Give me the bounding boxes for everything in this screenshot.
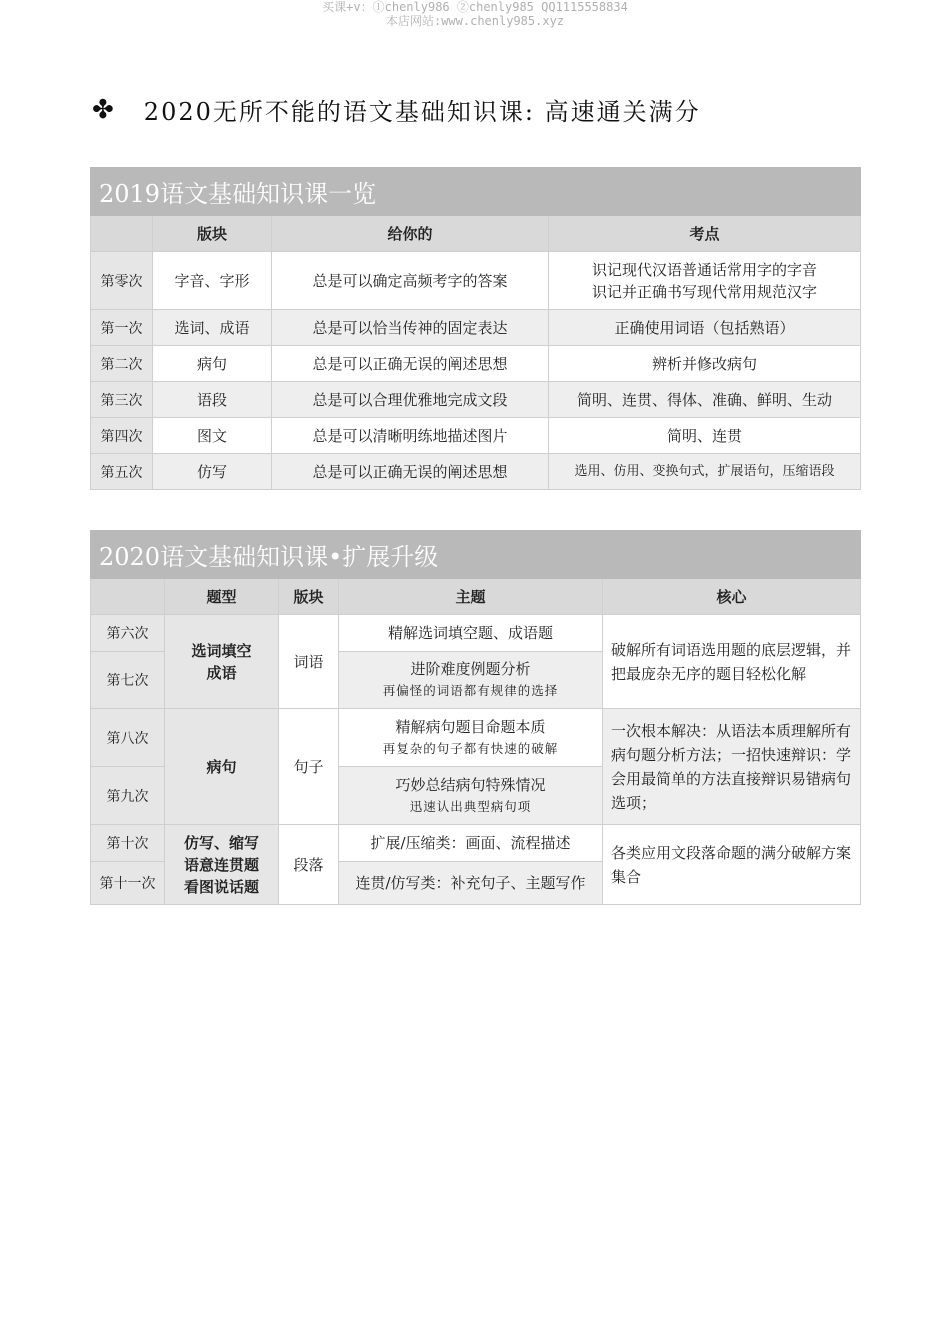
give-cell: 总是可以正确无误的阐述思想: [272, 346, 549, 382]
type-line: 语意连贯题: [183, 855, 259, 874]
topic-cell: [339, 709, 603, 767]
table-row: [91, 825, 861, 862]
table2-header-type: 题型: [165, 579, 279, 615]
row-label: 第十一次: [91, 862, 165, 905]
course-upgrade-2020-table: [90, 530, 861, 905]
clover-icon: ✤: [92, 94, 116, 125]
give-cell: 总是可以恰当传神的固定表达: [272, 310, 549, 346]
type-line: 成语: [206, 663, 237, 682]
table-row: [91, 382, 861, 418]
block-cell: 字音、字形: [153, 252, 272, 310]
watermark: [0, 0, 950, 28]
watermark-line-2: 本店网站:www.chenly985.xyz: [385, 14, 565, 28]
watermark-line-1: 买课+v：①chenly986 ②chenly985 QQ1115558834: [322, 0, 628, 14]
block-cell: 词语: [279, 615, 339, 709]
topic-main: 精解病句题目命题本质: [395, 717, 546, 736]
point-cell: 简明、连贯、得体、准确、鲜明、生动: [549, 382, 861, 418]
block-cell: 选词、成语: [153, 310, 272, 346]
topic-cell: 扩展/压缩类：画面、流程描述: [339, 825, 603, 862]
topic-main: 巧妙总结病句特殊情况: [395, 775, 546, 794]
give-cell: 总是可以清晰明练地描述图片: [272, 418, 549, 454]
table2-header-core: 核心: [603, 579, 861, 615]
page-title-text: 2020无所不能的语文基础知识课: 高速通关满分: [143, 98, 701, 126]
core-cell: 一次根本解决：从语法本质理解所有病句题分析方法；一招快速辩识：学会用最简单的方法直接辩识易错病句选项；: [603, 709, 861, 825]
topic-sub: 再复杂的句子都有快速的破解: [382, 740, 559, 756]
page-title: [92, 92, 701, 127]
type-line: 看图说话题: [183, 877, 259, 896]
row-label: 第十次: [91, 825, 165, 862]
row-label: 第九次: [91, 767, 165, 825]
block-cell: 图文: [153, 418, 272, 454]
point-cell: 选用、仿用、变换句式，扩展语句，压缩语段: [549, 454, 861, 490]
table-row: [91, 615, 861, 652]
table2-banner: 2020语文基础知识课•扩展升级: [91, 531, 861, 579]
row-label: 第零次: [91, 252, 153, 310]
core-cell: 破解所有词语选用题的底层逻辑，并把最庞杂无序的题目轻松化解: [603, 615, 861, 709]
core-cell: 各类应用文段落命题的满分破解方案集合: [603, 825, 861, 905]
course-overview-2019-table: [90, 167, 861, 490]
give-cell: 总是可以正确无误的阐述思想: [272, 454, 549, 490]
type-cell: [165, 615, 279, 709]
topic-cell: [339, 767, 603, 825]
row-label: 第二次: [91, 346, 153, 382]
table2-header-empty: [91, 579, 165, 615]
table-row: [91, 418, 861, 454]
table1-header-block: 版块: [153, 216, 272, 252]
row-label: 第六次: [91, 615, 165, 652]
table2-header-topic: 主题: [339, 579, 603, 615]
type-line: 选词填空: [191, 641, 252, 660]
point-cell: 正确使用词语（包括熟语）: [549, 310, 861, 346]
block-cell: 句子: [279, 709, 339, 825]
row-label: 第三次: [91, 382, 153, 418]
topic-cell: 连贯/仿写类：补充句子、主题写作: [339, 862, 603, 905]
point-line: 识记现代汉语普通话常用字的字音: [592, 260, 818, 279]
table-row: [91, 454, 861, 490]
table1-header-point: 考点: [549, 216, 861, 252]
topic-sub: 迅速认出典型病句项: [409, 798, 532, 814]
point-cell: 简明、连贯: [549, 418, 861, 454]
topic-main: 进阶难度例题分析: [410, 660, 531, 678]
topic-sub: 再偏怪的词语都有规律的选择: [382, 683, 559, 698]
table-row: [91, 252, 861, 310]
table1-header-empty: [91, 216, 153, 252]
block-cell: 仿写: [153, 454, 272, 490]
table2-header-block: 版块: [279, 579, 339, 615]
type-cell: [165, 825, 279, 905]
point-line: 识记并正确书写现代常用规范汉字: [592, 282, 818, 301]
row-label: 第八次: [91, 709, 165, 767]
row-label: 第五次: [91, 454, 153, 490]
table-row: [91, 709, 861, 767]
table-row: [91, 310, 861, 346]
type-line: 仿写、缩写: [183, 833, 259, 852]
give-cell: 总是可以确定高频考字的答案: [272, 252, 549, 310]
table-row: [91, 346, 861, 382]
topic-cell: [339, 652, 603, 709]
point-cell: [549, 252, 861, 310]
block-cell: 段落: [279, 825, 339, 905]
topic-cell: 精解选词填空题、成语题: [339, 615, 603, 652]
row-label: 第七次: [91, 652, 165, 709]
point-cell: 辨析并修改病句: [549, 346, 861, 382]
give-cell: 总是可以合理优雅地完成文段: [272, 382, 549, 418]
row-label: 第一次: [91, 310, 153, 346]
block-cell: 语段: [153, 382, 272, 418]
block-cell: 病句: [153, 346, 272, 382]
type-cell: 病句: [165, 709, 279, 825]
table1-header-give: 给你的: [272, 216, 549, 252]
table1-banner: 2019语文基础知识课一览: [91, 168, 861, 216]
row-label: 第四次: [91, 418, 153, 454]
